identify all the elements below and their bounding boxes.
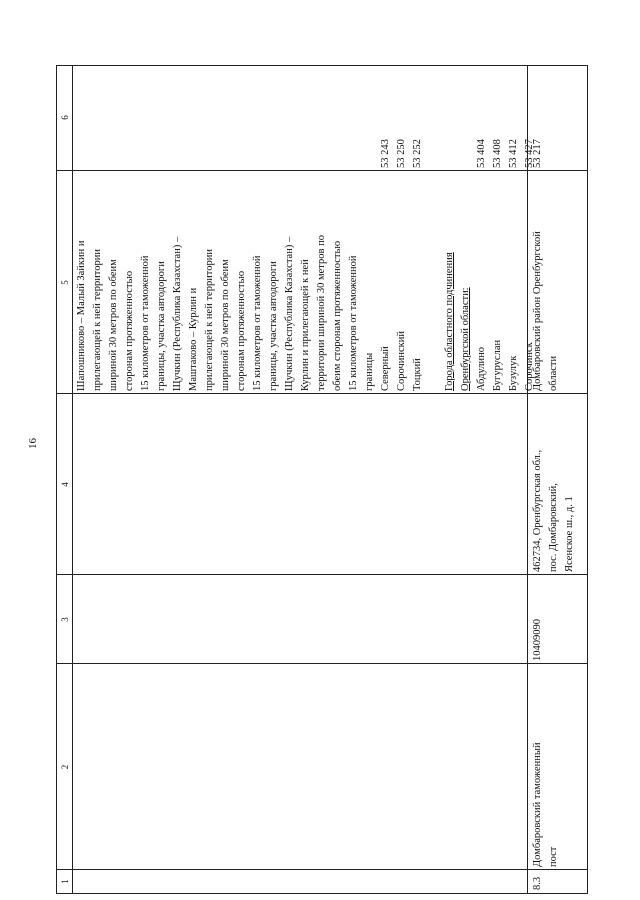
cities-heading: Оренбургской области: [460,287,471,391]
spacer [426,173,442,391]
code-blank [170,68,186,168]
header-col-1: 1 [60,879,70,884]
code-blank [250,68,266,168]
customs-post-name [530,667,562,867]
column-divider [57,170,587,171]
code-blank [122,68,138,168]
page-number: 16 [27,438,39,449]
header-col-4: 4 [60,482,70,487]
customs-table [56,65,588,894]
territory-line: Шапошниково – Малый Зайкин и [76,240,87,391]
header-col-6: 6 [60,115,70,120]
name-line: пост [548,846,559,867]
header-col-2: 2 [60,764,70,770]
territory-line: 15 километров от таможенной [140,255,151,391]
code-blank [74,68,90,168]
row-number: 8.3 [532,876,543,890]
city-name: Бузулук [508,355,519,391]
address-line: Ясенское ш., д. 1 [564,496,575,572]
territory-line: обеим сторонам протяженностью [332,240,343,391]
territory-line: 15 километров от таможенной [252,255,263,391]
okato-code: 53 250 [396,139,407,168]
territory-line: шириной 30 метров по обеим [108,259,119,391]
code-blank [362,68,378,168]
territory-line: сторонам протяженностью [124,270,135,391]
header-divider [72,66,73,893]
district-name: Северный [380,346,391,391]
territory-line: границы [364,352,375,391]
territory-line: шириной 30 метров по обеим [220,259,231,391]
city-name: Абдулино [476,347,487,391]
territory-line: прилегающей к ней территории [92,249,103,391]
code-blank [426,68,442,168]
code-blank [314,68,330,168]
code-blank [202,68,218,168]
column-divider [57,869,587,870]
okato-code: 53 243 [380,139,391,168]
header-col-5: 5 [60,280,70,285]
code-blank [154,68,170,168]
code-blank [186,68,202,168]
territory-description [74,173,538,391]
district-name: Сорочинский [396,330,407,391]
okato-codes [74,68,538,168]
cities-heading: Города областного подчинения [444,252,455,391]
name-line: Домбаровский таможенный [532,742,543,867]
territory-line: 15 километров от таможенной [348,255,359,391]
customs-post-address [530,396,578,572]
code-blank [218,68,234,168]
territory-line: границы, участка автодороги [268,261,279,391]
code-blank [234,68,250,168]
city-name: Бугуруслан [492,339,503,391]
territory-line: границы, участка автодороги [156,261,167,391]
okato-code: 53 427 [524,139,535,168]
customs-post-area [530,173,562,391]
code-blank [90,68,106,168]
okato-code: 53 404 [476,139,487,168]
code-blank [442,68,458,168]
customs-post-code: 10409090 [532,619,543,661]
territory-line: Маштаково – Курлин и [188,287,199,391]
city-name: Сорочинск [524,342,535,391]
territory-line: территории шириной 30 метров по [316,235,327,391]
header-col-3: 3 [60,617,70,622]
address-line: 462734, Оренбургская обл., [532,449,543,572]
code-blank [346,68,362,168]
code-blank [458,68,474,168]
district-name: Тоцкий [412,358,423,391]
okato-code: 53 412 [508,139,519,168]
column-divider [57,663,587,664]
territory-line: Курлин и прилегающей к ней [300,259,311,391]
territory-line: прилегающей к ней территории [204,249,215,391]
okato-code: 53 408 [492,139,503,168]
territory-line: Щучкин (Республика Казахстан) – [172,236,183,391]
area-line: Домбаровский район Оренбургской [532,231,543,391]
code-blank [330,68,346,168]
territory-line: сторонам протяженностью [236,270,247,391]
column-divider [57,393,587,394]
code-blank [282,68,298,168]
territory-line: Щучкин (Республика Казахстан) – [284,236,295,391]
code-blank [266,68,282,168]
address-line: пос. Домбаровский, [548,483,559,572]
code-blank [298,68,314,168]
column-divider [57,574,587,575]
customs-post-okato: 53 217 [532,139,543,168]
okato-code: 53 252 [412,139,423,168]
code-blank [138,68,154,168]
area-line: области [548,355,559,391]
code-blank [106,68,122,168]
